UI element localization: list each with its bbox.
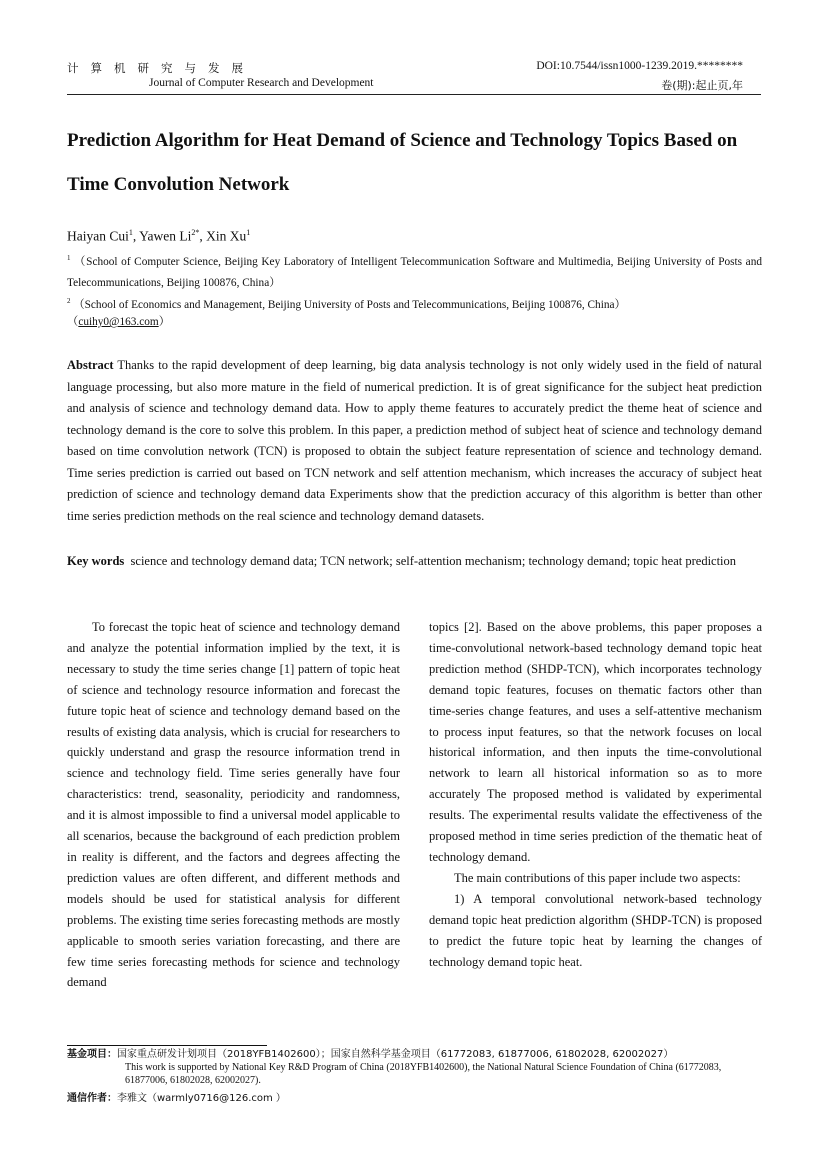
- corresponding-label: 通信作者：: [67, 1093, 117, 1104]
- abstract: [67, 355, 762, 527]
- funding-label: 基金项目：: [67, 1049, 117, 1060]
- funding-text-cn: 国家重点研发计划项目（2018YFB1402600）；国家自然科学基金项目（61772083, 61877006, 61802028, 62002027）: [117, 1049, 674, 1060]
- paper-title: Prediction Algorithm for Heat Demand of Science and Technology Topics Based on Time Convolution Network: [67, 130, 738, 195]
- affiliation-text: （School of Computer Science, Beijing Key Laboratory of Intelligent Telecommunication Software and Multimedia, Beijing University of Posts and Telecommunications, Beijing 100876, China）: [67, 255, 762, 289]
- keywords-label: Key words: [67, 554, 125, 568]
- volume-info: 卷(期):起止页,年: [661, 79, 743, 92]
- author-affiliation-mark: 1: [128, 228, 133, 237]
- running-header: [67, 60, 761, 95]
- author-list: Haiyan Cui$^1$, Yawen $Li^{2*}$, Xin Xu$^1$: [67, 228, 251, 244]
- author-affiliation-mark: 2*: [191, 228, 200, 237]
- author-name: Yawen Li: [139, 228, 192, 244]
- keywords-text: science and technology demand data; TCN network; self-attention mechanism; technology demand; topic heat prediction: [130, 554, 737, 568]
- body-paragraph: The main contributions of this paper include two aspects:: [454, 870, 741, 885]
- journal-name-cn: 计算机研究与发展: [67, 61, 255, 75]
- affiliation-number: 1: [67, 254, 71, 262]
- author-name: Haiyan Cui: [67, 228, 129, 244]
- body-paragraph: To forecast the topic heat of science and technology demand and analyze the potential information implied by the text, it is necessary to study the time series change [1] pattern of topic heat of science and technology resource information and forecast the future topic heat of science and technology demand based on the results of existing data analysis, which is crucial for researchers to quickly understand and grasp the resource information trend in science and technology field. Time series generally have four characteristics: trend, seasonality, periodicity and randomness, and it is almost impossible to find a universal model applicable to all scenarios, because the background of each prediction problem in reality is different, and the factors and degrees affecting the prediction values are often different, and different methods and models should be used for statistical analysis for different problems. The existing time series forecasting methods are mostly applicable to smooth series variation forecasting, and there are few time series forecasting methods for science and technology demand: [67, 620, 400, 990]
- body-column-left: [67, 617, 400, 993]
- corresponding-text: 李雅文（warmly0716@126.com ）: [117, 1093, 286, 1104]
- affiliation-number: 2: [67, 297, 71, 305]
- contribution-item: 1) A temporal convolutional network-based technology demand topic heat prediction algorithm (SHDP-TCN) is proposed to predict the future topic heat by learning the changes of technology demand topic heat.: [429, 891, 762, 969]
- footnote-divider: [67, 1045, 267, 1046]
- affiliation-text: （School of Economics and Management, Beijing University of Posts and Telecommunications, Beijing 100876, China）: [73, 298, 626, 311]
- contact-email-link[interactable]: cuihy0@163.com: [78, 316, 159, 328]
- body-paragraph: topics [2]. Based on the above problems, this paper proposes a time-convolutional network-based technology demand topic heat prediction method (SHDP-TCN), which incorporates technology demand topic features, focuses on thematic factors other than time-series change features, and uses a self-attentive mechanism to process input features, so that the network focuses on local historical information, and then inputs the time-convolutional network to learn all historical information so as to more accurately The proposed method is validated by experimental results. The experimental results validate the effectiveness of the proposed method in time series prediction of the thematic heat of technology demand.: [429, 620, 762, 864]
- funding-footnote-en: This work is supported by National Key R&D Program of China (2018YFB1402600), the National Natural Science Foundation of China (61772083, 61877006, 61802028, 62002027).: [125, 1062, 722, 1086]
- author-name: Xin Xu: [206, 228, 247, 244]
- contact-email-line: （cuihy0@163.com）: [67, 316, 170, 328]
- corresponding-author: [67, 1089, 286, 1104]
- doi: DOI:10.7544/issn1000-1239.2019.********: [536, 60, 743, 72]
- body-column-right: [429, 617, 762, 972]
- journal-name-en: Journal of Computer Research and Development: [149, 77, 374, 89]
- keywords: [67, 551, 762, 573]
- affiliation-2: [67, 291, 762, 316]
- abstract-text: Thanks to the rapid development of deep learning, big data analysis technology is not only widely used in the field of natural language processing, but also more mature in the field of numerical prediction. It is of great significance for the subject heat prediction and analysis of science and technology demand data. How to apply theme features to accurately predict the theme heat of science and technology demand is the core to solve this problem. In this paper, a prediction method of subject heat of science and technology demand based on time convolution network (TCN) is proposed to obtain the subject feature representation of science and technology demand. Time series prediction is carried out based on TCN network and self attention mechanism, which increases the accuracy of subject heat prediction of science and technology demand data Experiments show that the prediction accuracy of this algorithm is better than other time series prediction methods on the real science and technology demand datasets.: [67, 358, 762, 523]
- abstract-label: Abstract: [67, 358, 114, 372]
- author-affiliation-mark: 1: [246, 228, 251, 237]
- affiliation-1: [67, 248, 762, 294]
- funding-footnote-cn: [67, 1048, 673, 1062]
